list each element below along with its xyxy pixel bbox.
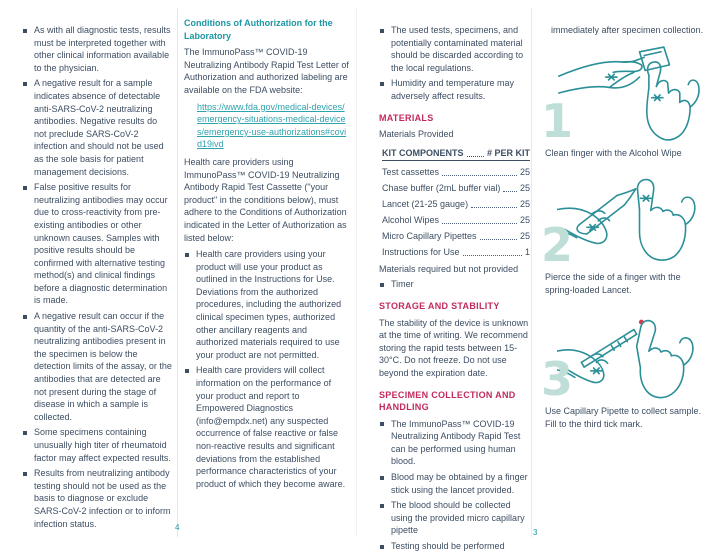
step-caption: Pierce the side of a finger with the spring-loaded Lancet.	[545, 272, 681, 295]
bullet-square	[380, 82, 384, 86]
kit-row-value: 25	[519, 167, 530, 178]
kit-row	[382, 195, 530, 211]
bullet-square	[380, 29, 384, 33]
section-heading-storage: STORAGE AND STABILITY	[379, 300, 500, 311]
fda-eua-link[interactable]: https://www.fda.gov/medical-devices/emergency-situations-medical-devices/emergency-use-authorizations#covid19ivd	[197, 101, 347, 150]
bullet-square	[23, 186, 27, 190]
bullet-item	[379, 278, 530, 291]
bullet-item	[22, 24, 172, 74]
bullet-square	[23, 315, 27, 319]
alcohol-wipe-illustration-icon	[557, 43, 707, 144]
dot-leader	[442, 223, 517, 224]
column-conditions-of-authorization	[184, 17, 349, 493]
bullet-item	[379, 77, 530, 102]
materials-not-provided-label: Materials required but not provided	[379, 263, 519, 274]
kit-row	[382, 243, 530, 259]
page-number-right: 3	[533, 528, 538, 537]
kit-row-value: 25	[519, 199, 530, 210]
kit-row-label: Test cassettes	[382, 167, 440, 178]
section-heading-specimen: SPECIMEN COLLECTION AND HANDLING	[379, 389, 516, 413]
dot-leader	[471, 207, 517, 208]
kit-row	[382, 211, 530, 227]
kit-row-value: 1	[524, 247, 530, 258]
step-caption: Use Capillary Pipette to collect sample. Fill to the third tick mark.	[545, 406, 702, 429]
dot-leader	[503, 191, 517, 192]
bullet-item	[22, 77, 172, 178]
bullet-text: The ImmunoPass™ COVID-19 Neutralizing Antibody Rapid Test can be performed using human blood.	[391, 418, 521, 467]
kit-row-value: 25	[519, 183, 530, 194]
step-3	[541, 304, 708, 430]
bullet-square	[23, 472, 27, 476]
kit-header-value: # PER KIT	[486, 148, 530, 159]
bullet-square	[23, 29, 27, 33]
step-number: 2	[541, 218, 574, 273]
bullet-square	[380, 422, 384, 426]
bullet-text: The used tests, specimens, and potentially contaminated material should be discarded according to the local regulations.	[391, 25, 524, 73]
bullet-text: Health care providers using your product will use your product as outlined in the Instructions for Use. Deviations from the authorized procedures, including the authorized clinical specimen types, authorized other ancillary reagents and authorized materials required to use your product are not permitted.	[196, 249, 342, 360]
bullet-item	[184, 364, 349, 490]
kit-row	[382, 179, 530, 195]
step-number: 1	[541, 93, 574, 148]
kit-table-header	[382, 144, 530, 161]
kit-row-label: Lancet (21-25 gauge)	[382, 199, 469, 210]
bullet-item	[22, 426, 172, 464]
step-2	[541, 167, 708, 296]
bullet-item	[184, 248, 349, 361]
kit-row-label: Micro Capillary Pipettes	[382, 231, 477, 242]
kit-components-table	[382, 144, 530, 259]
page-number-left: 4	[175, 523, 180, 532]
bullet-item	[379, 499, 530, 537]
storage-text: The stability of the device is unknown at the time of writing. We recommend storing the rapid tests between 15-30°C. Do not freeze. Do not use beyond the expiration date.	[379, 317, 529, 378]
kit-row	[382, 227, 530, 243]
bullet-item	[22, 467, 172, 530]
bullet-text: False positive results for neutralizing antibodies may occur due to cross-reactivity from pre-existing antibodies or other unknown causes. Samples with positive results should be confirmed with alternative testing method(s) and clinical findings before a diagnostic determination is made.	[34, 182, 168, 306]
section-heading-materials: MATERIALS	[379, 112, 434, 123]
bullet-item	[22, 181, 172, 307]
column-steps	[541, 24, 708, 439]
step-caption: Clean finger with the Alcohol Wipe	[545, 147, 682, 158]
kit-row-value: 25	[519, 215, 530, 226]
bullet-square	[380, 476, 384, 480]
continuation-text: immediately after specimen collection.	[551, 25, 704, 35]
bullet-text: A negative result can occur if the quantity of the anti-SARS-CoV-2 neutralizing antibodies present in the specimen is below the detection limits of the assay, or the antibodies that are detected are not present during the stage of disease in which a sample is collected.	[34, 311, 172, 422]
bullet-text: Results from neutralizing antibody testing should not be used as the basis to diagnose or exclude SARS-CoV-2 infection or to inform infection status.	[34, 468, 171, 529]
section-heading-conditions: Conditions of Authorization for the Laboratory	[184, 18, 333, 41]
lancet-piercing-illustration-icon	[557, 167, 707, 268]
kit-header-label: KIT COMPONENTS	[382, 148, 464, 159]
bullet-item	[379, 24, 530, 74]
center-fold-line	[356, 8, 357, 537]
bullet-square	[23, 82, 27, 86]
dot-leader	[442, 175, 517, 176]
bullet-square	[185, 369, 189, 373]
step-number: 3	[541, 352, 574, 407]
bullet-square	[380, 283, 384, 287]
bullet-text: Some specimens containing unusually high titer of rheumatoid factor may affect expected results.	[34, 427, 171, 463]
column-divider-right	[531, 8, 532, 537]
step-1	[541, 43, 708, 160]
bullet-text: Humidity and temperature may adversely affect results.	[391, 78, 515, 101]
bullet-item	[379, 540, 530, 553]
column-divider-left	[177, 8, 178, 537]
paragraph: Health care providers using ImmunoPass™ COVID-19 Neutralizing Antibody Rapid Test Cassette ("your product" in the conditions below), must adhere to the Conditions of Authorization indicated in the Letter of Authorization as listed below:	[184, 156, 347, 243]
column-materials	[379, 24, 530, 553]
kit-row-label: Instructions for Use	[382, 247, 460, 258]
column-diagnostic-notes	[22, 24, 172, 533]
bullet-item	[379, 471, 530, 496]
bullet-text: Health care providers will collect information on the performance of your product and report to Empowered Diagnostics (info@empdx.net) any suspected occurrence of false reactive or false non-reactive results and significant deviations from the established performance characteristics of your product of which they become aware.	[196, 365, 346, 489]
bullet-square	[185, 253, 189, 257]
bullet-item	[22, 310, 172, 423]
kit-row-label: Chase buffer (2mL buffer vial)	[382, 183, 501, 194]
bullet-text: As with all diagnostic tests, results must be interpreted together with other clinical information available to the physician.	[34, 25, 171, 73]
dot-leader	[480, 239, 517, 240]
paragraph: The ImmunoPass™ COVID-19 Neutralizing Antibody Rapid Test Letter of Authorization and authorized labeling are available on the FDA website:	[184, 47, 349, 95]
bullet-square	[23, 431, 27, 435]
kit-row-value: 25	[519, 231, 530, 242]
kit-row-label: Alcohol Wipes	[382, 215, 440, 226]
dot-leader	[467, 156, 484, 157]
bullet-square	[380, 545, 384, 549]
bullet-square	[380, 504, 384, 508]
bullet-item	[379, 418, 530, 468]
bullet-text: A negative result for a sample indicates absence of detectable anti-SARS-CoV-2 neutralizing antibodies. Negative results do not preclude SARS-CoV-2 infection and should not be used as the sole basis for patient management decisions.	[34, 78, 164, 177]
bullet-text: Testing should be performed	[391, 541, 505, 552]
capillary-pipette-illustration-icon	[557, 304, 707, 402]
kit-row	[382, 163, 530, 179]
bullet-text: Timer	[391, 279, 414, 290]
bullet-text: The blood should be collected using the provided micro capillary pipette	[391, 500, 525, 536]
dot-leader	[463, 255, 522, 256]
bullet-text: Blood may be obtained by a finger stick using the lancet provided.	[391, 472, 528, 495]
materials-provided-label: Materials Provided	[379, 129, 454, 140]
